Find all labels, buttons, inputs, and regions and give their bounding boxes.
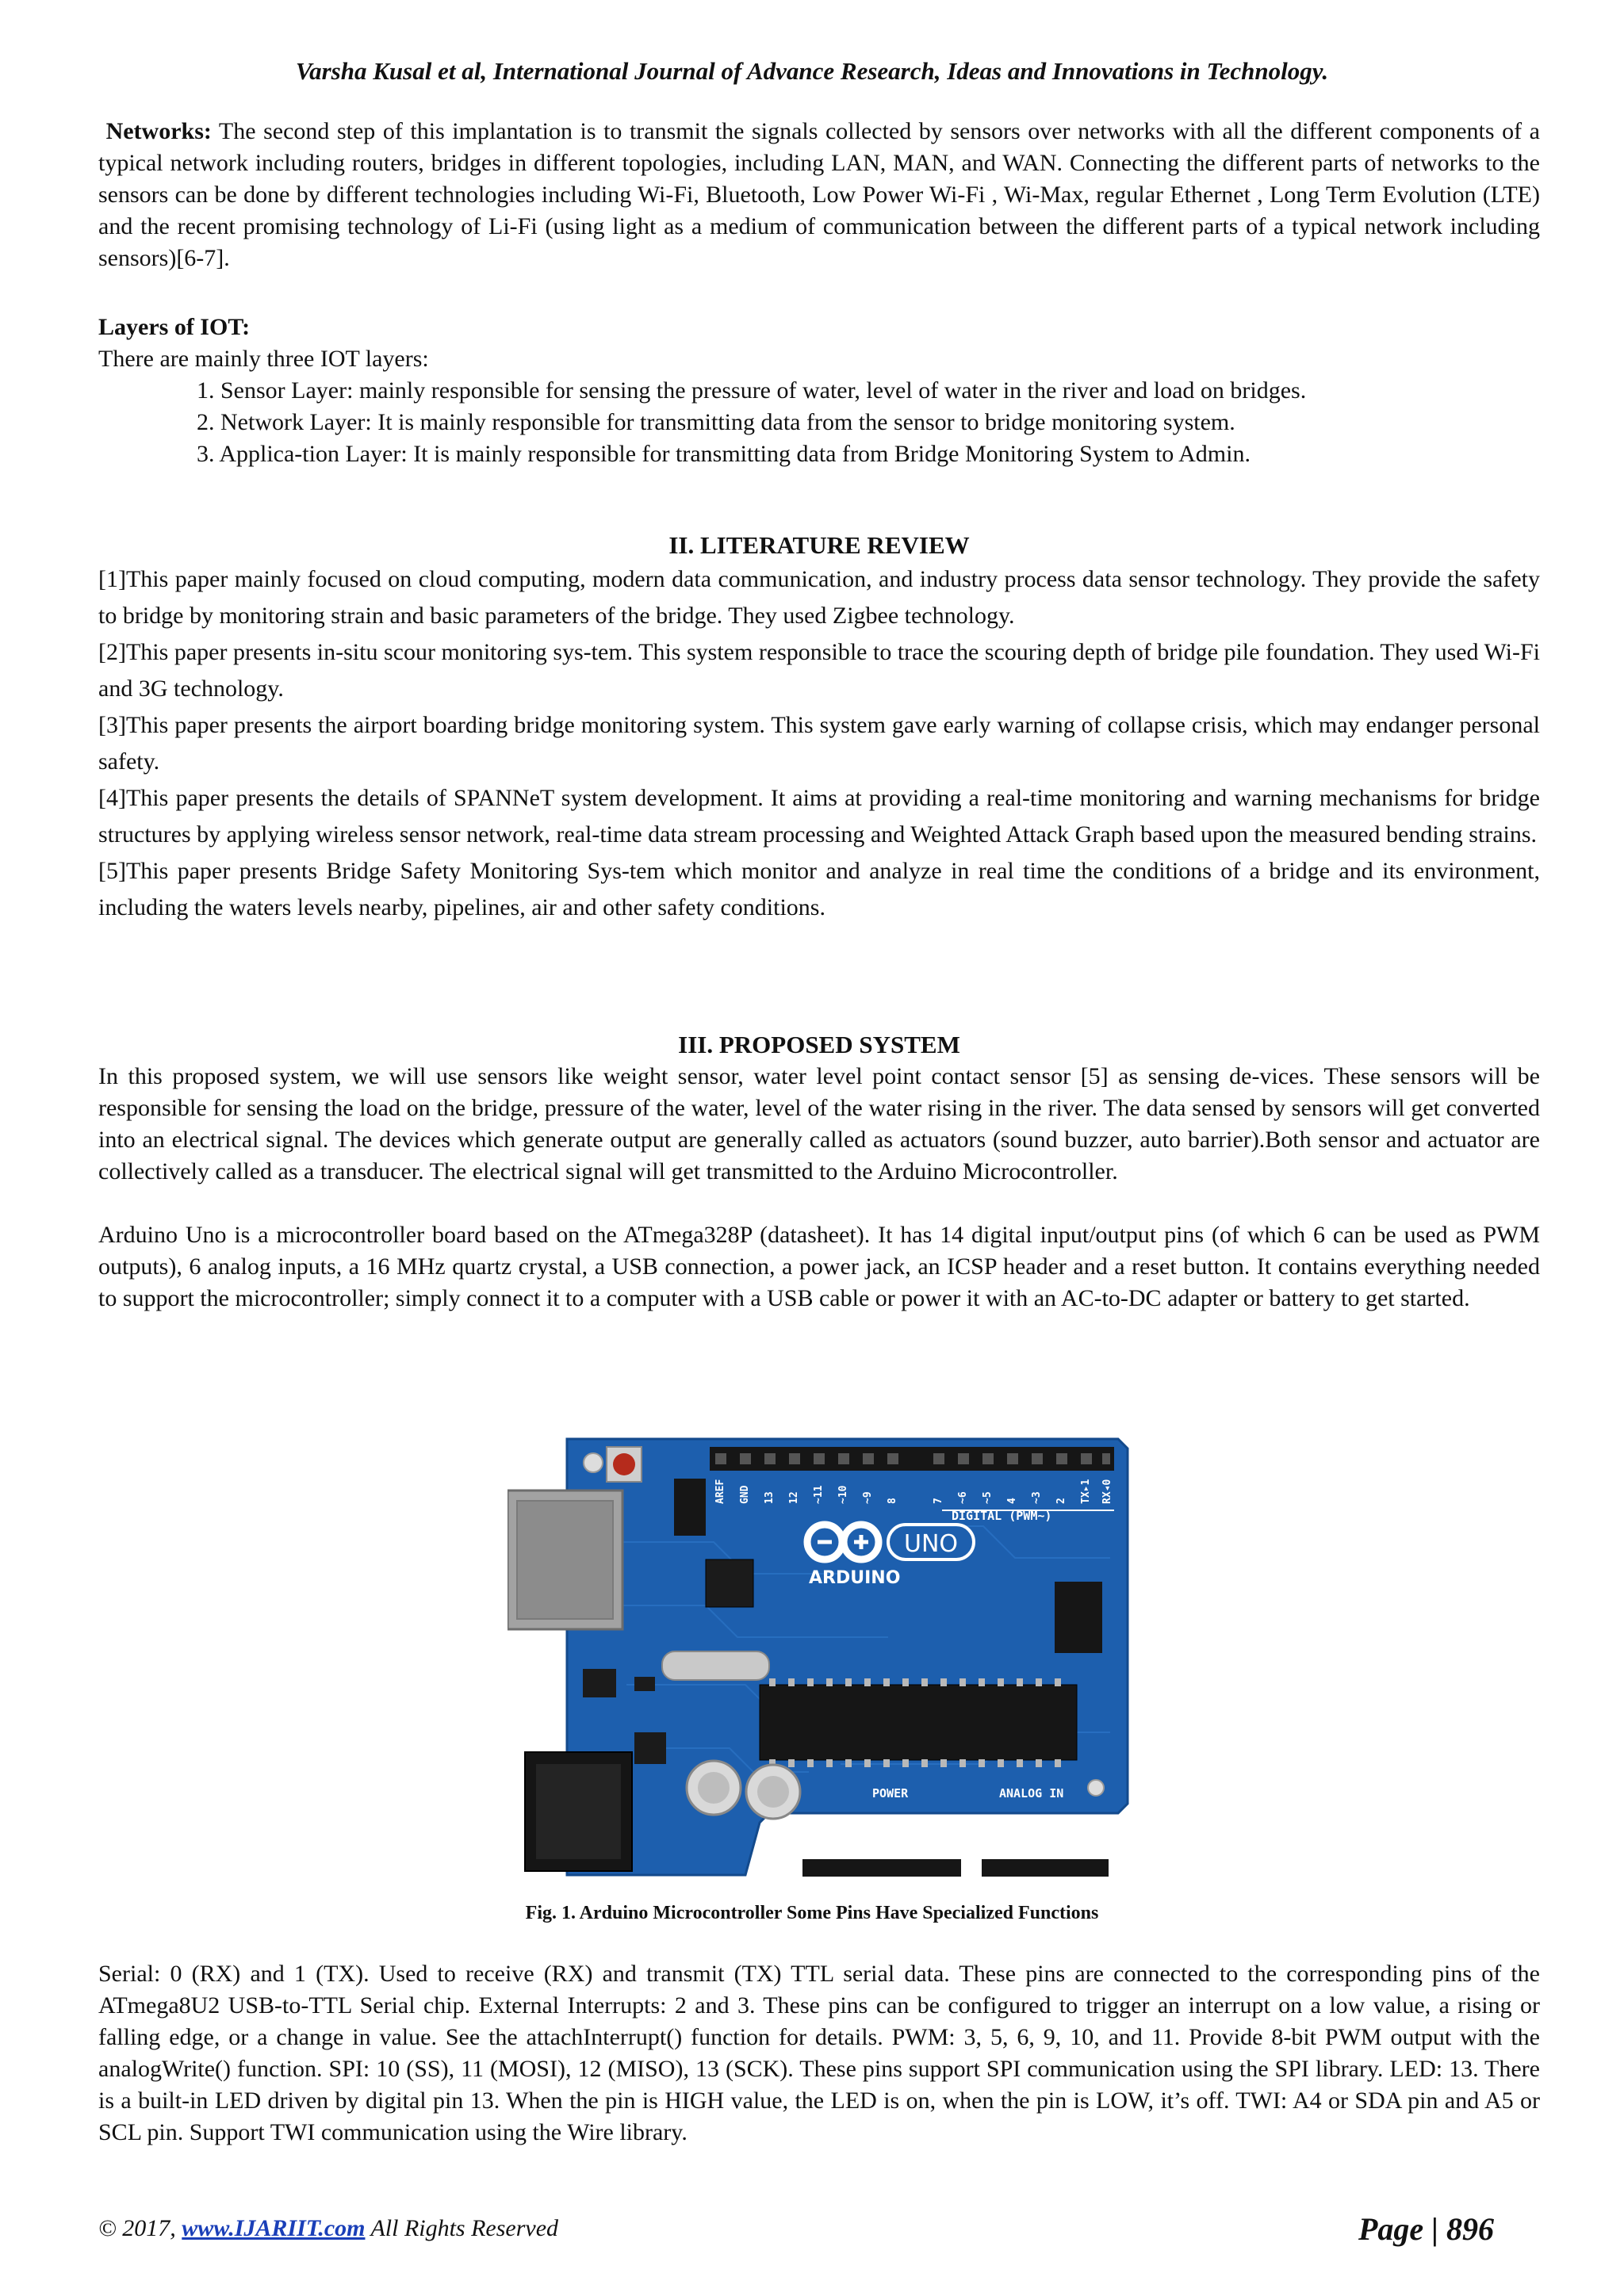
proposed-section <box>98 1029 1540 1314</box>
running-header: Varsha Kusal et al, International Journal of Advance Research, Ideas and Innovations in Technology. <box>295 57 1329 85</box>
pin-label: IOREF <box>806 1828 816 1855</box>
pin-label: 12 <box>788 1491 800 1504</box>
literature-heading: II. LITERATURE REVIEW <box>668 531 970 559</box>
arduino-uno-figure <box>508 1431 1134 1883</box>
pin-label: GND <box>739 1485 751 1504</box>
pin-label: ~11 <box>813 1485 825 1504</box>
pin-label: 5V <box>863 1844 873 1855</box>
literature-item: [4]This paper presents the details of SPANNeT system development. It aims at providing a real-time monitoring and warning mechanisms for bridge structures by applying wireless sensor network, real-time data stream processing and Weighted Attack Graph based upon the measured bending strains. <box>98 785 1540 848</box>
pin-label: A2 <box>1021 1840 1036 1855</box>
page-number: Page | 896 <box>1358 2211 1494 2247</box>
icsp-header <box>1055 1582 1102 1653</box>
figure-caption: Fig. 1. Arduino Microcontroller Some Pins Have Specialized Functions <box>525 1903 1099 1923</box>
networks-label: Networks: <box>105 118 212 144</box>
pin-label: ~6 <box>957 1491 969 1504</box>
pin-label: 8 <box>887 1498 898 1504</box>
pin-label: RX◂0 <box>1101 1479 1113 1504</box>
serial-paragraph: Serial: 0 (RX) and 1 (TX). Used to receive (RX) and transmit (TX) TTL serial data. These pins are connected to the corresponding pins of the ATmega8U2 USB-to-TTL Serial chip. External Interrupts: 2 and 3. These pins can be configured to trigger an interrupt on a low value, a rising or falling edge, or a change in value. See the attachInterrupt() function for details. PWM: 3, 5, 6, 9, 10, and 11. Provide 8-bit PWM output with the analogWrite() function. SPI: 10 (SS), 11 (MOSI), 12 (MISO), 13 (SCK). These pins support SPI communication using the SPI library. LED: 13. There is a built-in LED driven by digital pin 13. When the pin is HIGH value, the LED is on, when the pin is LOW, it’s off. TWI: A4 or SDA pin and A5 or SCL pin. Support TWI communication using the Wire library. <box>98 1961 1540 2145</box>
networks-text: The second step of this implantation is to transmit the signals collected by sensors over networks with all the different components of a typical network including routers, bridges in different topologies, including LAN, MAN, and WAN. Connecting the different parts of networks to the sensors can be done by different technologies including Wi-Fi, Bluetooth, Low Power Wi-Fi , Wi-Max, regular Ethernet , Long Term Evolution (LTE) and the recent promising technology of Li-Fi (using light as a medium of communication between the different parts of a typical network including sensors)[6-7]. <box>98 118 1540 271</box>
layers-list <box>98 375 1561 470</box>
power-header <box>802 1859 961 1877</box>
literature-section <box>98 530 1540 926</box>
copyright <box>98 2215 558 2242</box>
board-model: UNO <box>903 1530 959 1558</box>
pin-label: A4 <box>1061 1840 1075 1855</box>
pin-label: ~5 <box>982 1491 994 1504</box>
pin-label: 13 <box>764 1491 776 1504</box>
list-item: 1. Sensor Layer: mainly responsible for sensing the pressure of water, level of water in the river and load on bridges. <box>197 377 1307 404</box>
list-item: 3. Applica-tion Layer: It is mainly responsible for transmitting data from Bridge Monitoring System to Admin. <box>197 441 1251 467</box>
copyright-prefix: © 2017, <box>98 2215 182 2241</box>
reset-button-cap <box>613 1453 635 1475</box>
layers-heading: Layers of IOT: <box>98 314 251 340</box>
digital-label: DIGITAL (PWM~) <box>952 1509 1052 1523</box>
networks-section <box>98 116 1540 274</box>
pin-label: GND <box>901 1839 911 1855</box>
pin-label: TX▸1 <box>1080 1479 1092 1504</box>
pin-label: GND <box>882 1839 892 1855</box>
pin-label: Vin <box>920 1839 930 1855</box>
pin-label: 4 <box>1006 1498 1018 1504</box>
literature-item: [5]This paper presents Bridge Safety Monitoring Sys-tem which monitor and analyze in real time the conditions of a bridge and its environment, including the waters levels nearby, pipelines, air and other safety conditions. <box>98 858 1540 920</box>
pin-label: ~10 <box>837 1485 849 1504</box>
power-label: POWER <box>872 1786 909 1800</box>
layers-section <box>98 312 1540 470</box>
page-footer <box>98 2210 1494 2248</box>
pin-label: 2 <box>1055 1498 1067 1504</box>
journal-link[interactable]: www.IJARIIT.com <box>182 2215 366 2241</box>
pin-label: RESET <box>825 1828 835 1855</box>
literature-item: [1]This paper mainly focused on cloud computing, modern data communication, and industry process data sensor technology. They provide the safety to bridge by monitoring strain and basic parameters of the bridge. They used Zigbee technology. <box>98 566 1540 629</box>
proposed-paragraph-1: In this proposed system, we will use sensors like weight sensor, water level point contact sensor [5] as sensing de-vices. These sensors will be responsible for sensing the load on the bridge, pressure of the water, level of the water rising in the river. The data sensed by sensors will get converted into an electrical signal. The devices which generate output are generally called as actuators (sound buzzer, auto barrier).Both sensor and actuator are collectively called as a transducer. The electrical signal will get transmitted to the Arduino Microcontroller. <box>98 1063 1540 1184</box>
list-item: 2. Network Layer: It is mainly responsible for transmitting data from the sensor to bridge monitoring system. <box>197 409 1235 435</box>
pin-label: AREF <box>714 1479 726 1504</box>
analog-header <box>982 1859 1109 1877</box>
pin-label: A0 <box>982 1840 996 1855</box>
pin-label: A3 <box>1041 1840 1055 1855</box>
serial-section <box>98 1958 1540 2149</box>
pin-label: 3.3V <box>844 1834 854 1855</box>
pin-label: A5 <box>1081 1840 1095 1855</box>
pin-label: A1 <box>1002 1840 1016 1855</box>
analog-label: ANALOG IN <box>999 1786 1064 1800</box>
crystal <box>662 1651 769 1680</box>
literature-item: [3]This paper presents the airport boarding bridge monitoring system. This system gave early warning of collapse crisis, which may endanger personal safety. <box>98 712 1540 775</box>
proposed-paragraph-2: Arduino Uno is a microcontroller board based on the ATmega328P (datasheet). It has 14 digital input/output pins (of which 6 can be used as PWM outputs), 6 analog inputs, a 16 MHz quartz crystal, a USB connection, a power jack, an ICSP header and a reset button. It contains everything needed to support the microcontroller; simply connect it to a computer with a USB cable or power it with an AC-to-DC adapter or battery to get started. <box>98 1222 1540 1311</box>
atmega-chip <box>760 1685 1077 1760</box>
usb-serial-chip <box>706 1559 753 1607</box>
proposed-heading: III. PROPOSED SYSTEM <box>678 1031 960 1058</box>
copyright-suffix: All Rights Reserved <box>365 2215 559 2241</box>
pin-label: 7 <box>933 1498 944 1504</box>
pin-label: ~3 <box>1031 1491 1043 1504</box>
layers-intro: There are mainly three IOT layers: <box>98 346 429 372</box>
literature-item: [2]This paper presents in-situ scour monitoring sys-tem. This system responsible to trace the scouring depth of bridge pile foundation. They used Wi-Fi and 3G technology. <box>98 639 1540 702</box>
pin-label: ~9 <box>862 1491 874 1504</box>
networks-paragraph <box>98 116 1540 274</box>
board-brand: ARDUINO <box>809 1568 901 1588</box>
